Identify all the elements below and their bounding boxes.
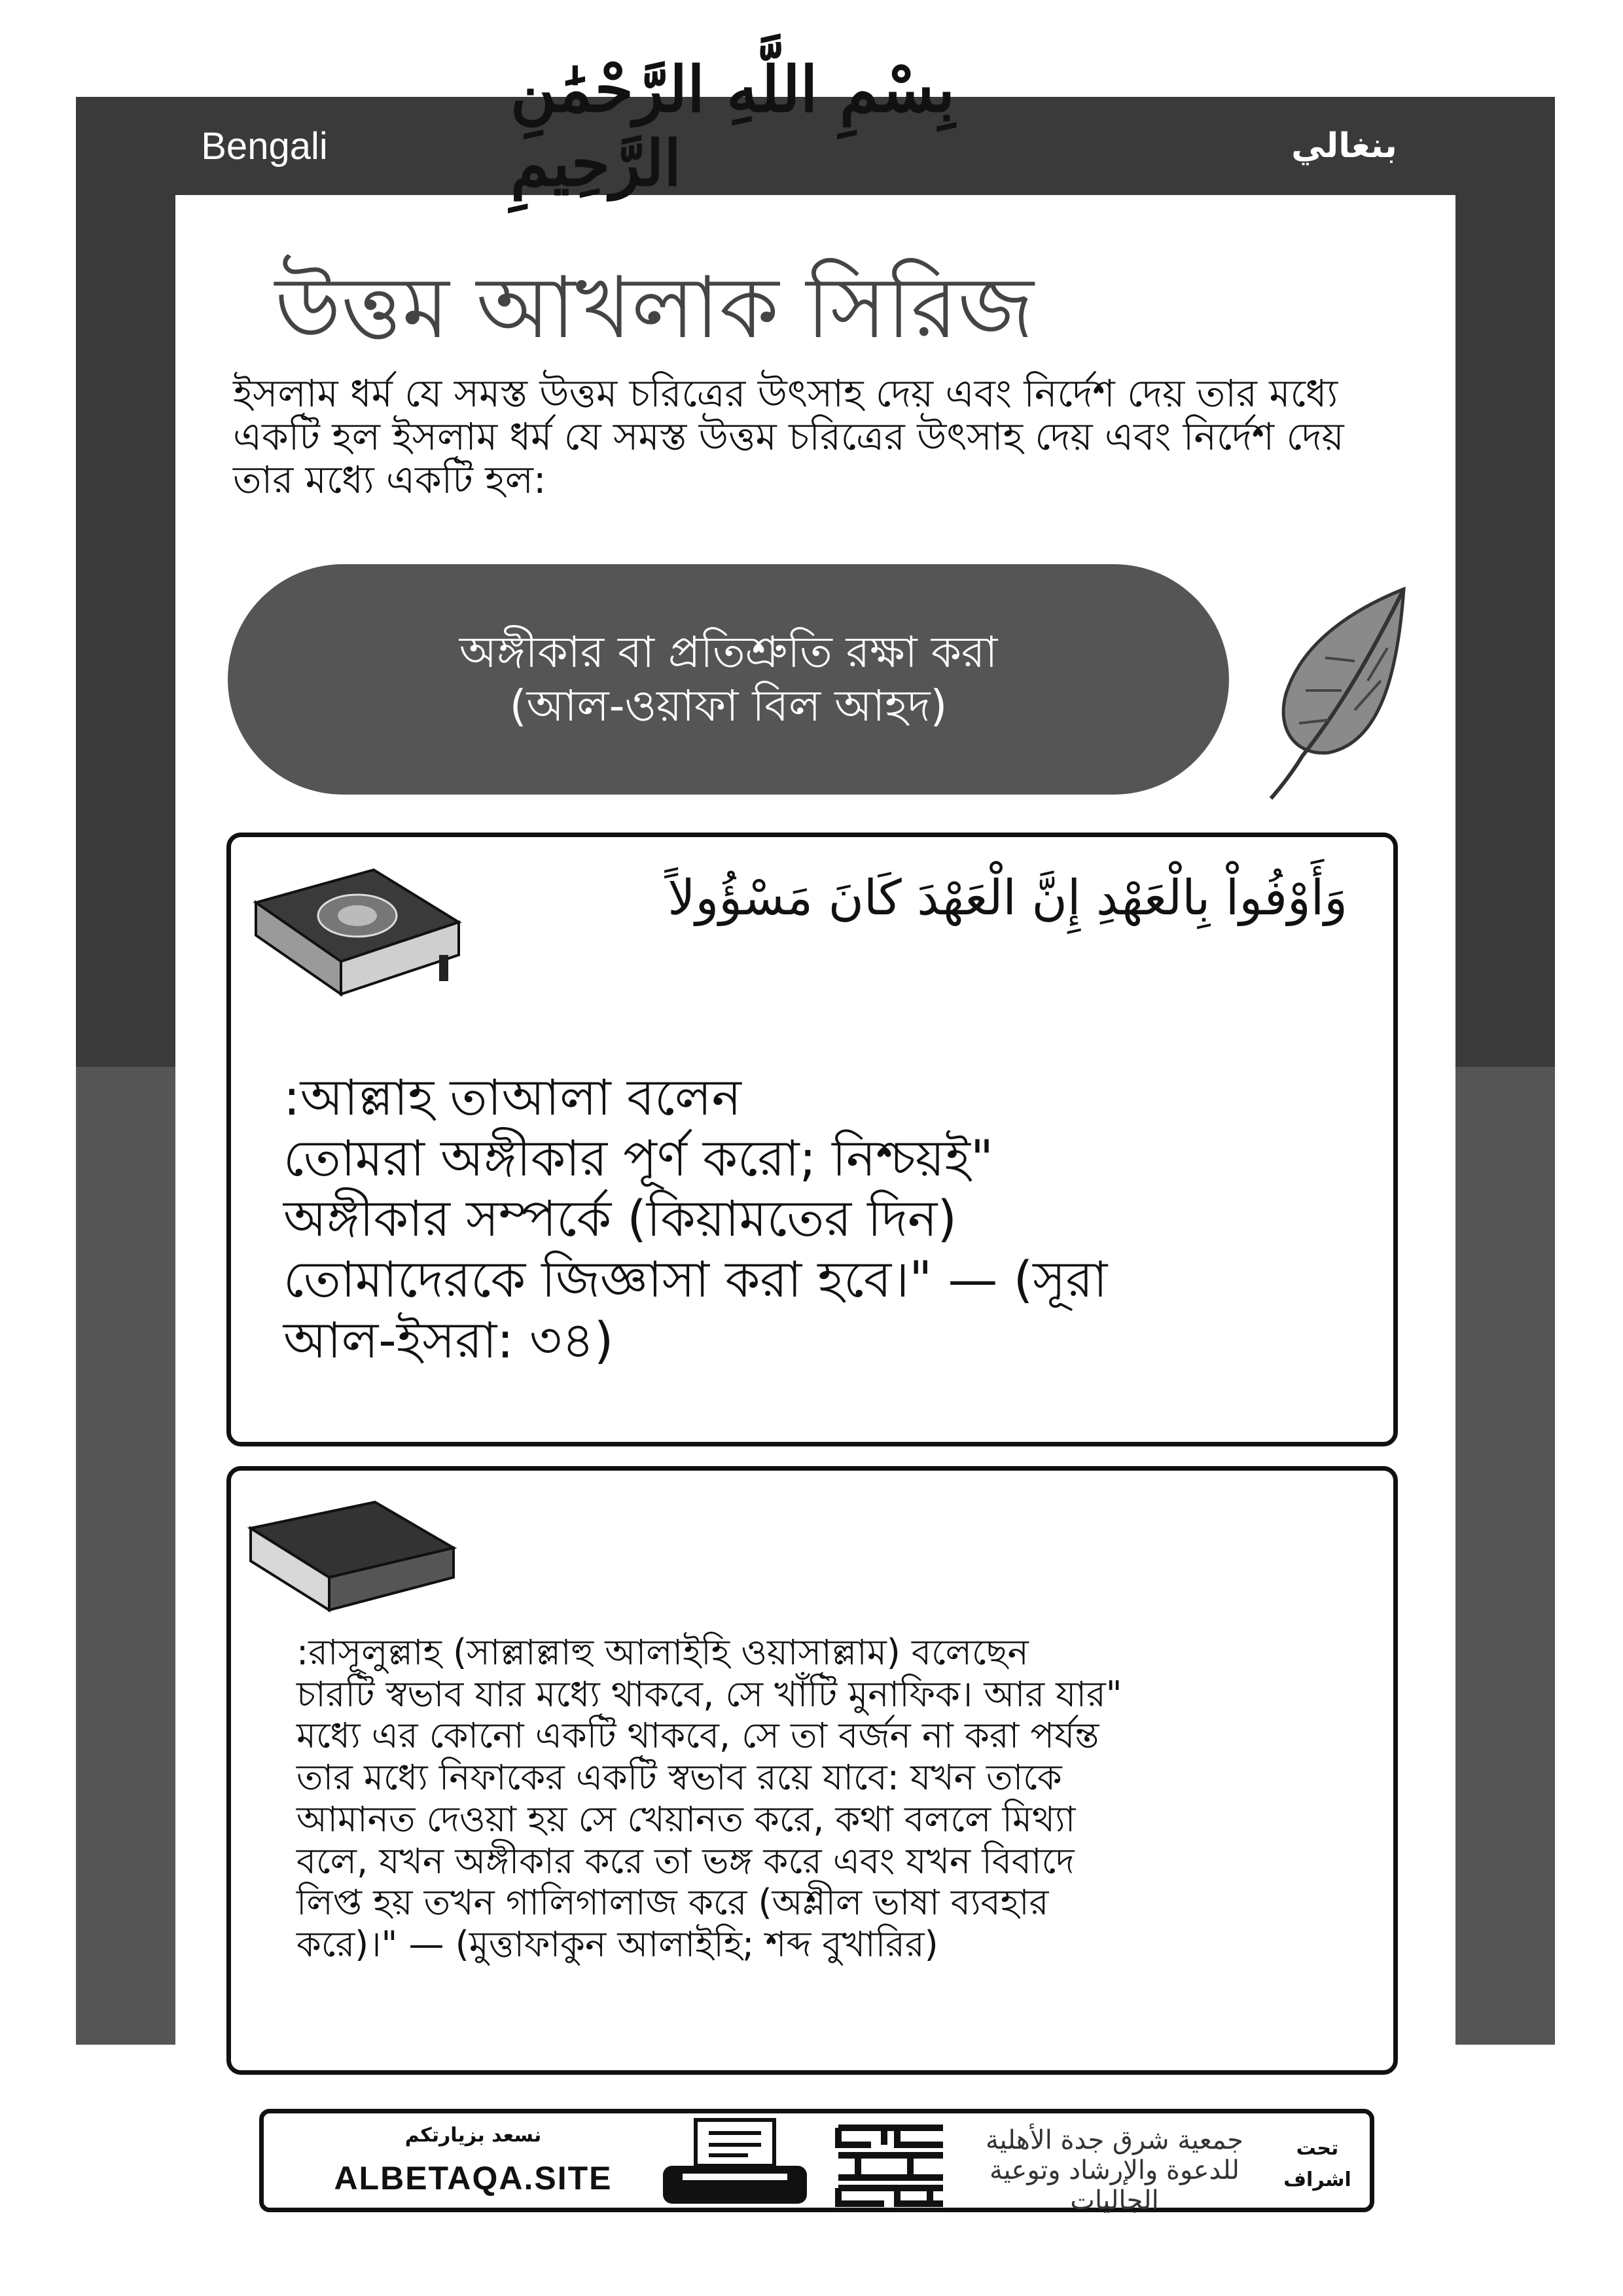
footer-site-link[interactable]: ALBETAQA.SITE xyxy=(334,2160,613,2197)
language-tag-en: Bengali xyxy=(76,97,453,195)
hadith-line-7: লিপ্ত হয় তখন গালিগালাজ করে (অশ্লীল ভাষা ব্যবহার xyxy=(296,1882,1049,1924)
topic-line-1: অঙ্গীকার বা প্রতিশ্রুতি রক্ষা করা xyxy=(459,626,998,677)
quran-line-4: তোমাদেরকে জিজ্ঞাসা করা হবে।" — (সূরা xyxy=(283,1250,1108,1309)
page-title: উত্তম আখলাক সিরিজ xyxy=(275,258,1034,357)
dawah-calligraphy-logo xyxy=(832,2119,950,2210)
hadith-line-6: বলে, যখন অঙ্গীকার করে তা ভঙ্গ করে এবং যখন বিবাদে xyxy=(296,1840,1075,1882)
quran-line-3: অঙ্গীকার সম্পর্কে (কিয়ামতের দিন) xyxy=(283,1189,957,1248)
hadith-line-8: করে)।" — (মুত্তাফাকুন আলাইহি; শব্দ বুখারির) xyxy=(296,1924,938,1965)
quran-book-icon xyxy=(243,863,465,1007)
quran-line-2: তোমরা অঙ্গীকার পূর্ণ করো; নিশ্চয়ই" xyxy=(283,1128,993,1187)
footer-welcome: نسعد بزيارتكم xyxy=(404,2124,542,2147)
footer-organization-logo: جمعية شرق جدة الأهلية للدعوة والإرشاد وتوعية الجاليات xyxy=(986,2125,1243,2215)
hadith-text xyxy=(296,1632,1370,1965)
hadith-line-2: চারটি স্বভাব যার মধ্যে থাকবে, সে খাঁটি মুনাফিক। আর যার" xyxy=(296,1673,1122,1715)
footer-supervision-line-2: اشراف xyxy=(1283,2168,1351,2191)
leaf-icon xyxy=(1257,583,1414,805)
closed-book-icon xyxy=(244,1489,460,1620)
quran-arabic-verse: وَأَوْفُواْ بِالْعَهْدِ إِنَّ الْعَهْدَ كَانَ مَسْؤُولاً xyxy=(668,870,1347,926)
quran-line-1: :আল্লাহ তাআলা বলেন xyxy=(283,1068,741,1126)
topic-line-2: (আল-ওয়াফা বিল আহদ) xyxy=(509,681,948,731)
hadith-line-5: আমানত দেওয়া হয় সে খেয়ানত করে, কথা বললে মিথ্যা xyxy=(296,1798,1076,1840)
language-tag-ar: بنغالي xyxy=(1133,97,1555,195)
hadith-line-4: তার মধ্যে নিফাকের একটি স্বভাব রয়ে যাবে: যখন তাকে xyxy=(296,1757,1062,1799)
quran-translation xyxy=(283,1067,1370,1371)
hadith-box xyxy=(226,1466,1398,2075)
hadith-line-1: :রাসূলুল্লাহ (সাল্লাল্লাহু আলাইহি ওয়াসাল্লাম) বলেছেন xyxy=(296,1632,1029,1673)
hadith-line-3: মধ্যে এর কোনো একটি থাকবে, সে তা বর্জন না করা পর্যন্ত xyxy=(296,1715,1099,1757)
basmala-calligraphy: بِسْمِ اللَّهِ الرَّحْمَٰنِ الرَّحِيمِ xyxy=(510,52,955,200)
quran-line-5: আল-ইসরা: ৩৪) xyxy=(283,1310,614,1369)
footer-supervision-line-1: تحت xyxy=(1296,2137,1339,2160)
footer-supervision-label xyxy=(1272,2133,1363,2196)
intro-paragraph: ইসলাম ধর্ম যে সমস্ত উত্তম চরিত্রের উৎসাহ দেয় এবং নির্দেশ দেয় তার মধ্যে একটি হল ইসলাম ধর্ম যে সমস্ত উত্তম চরিত্রের উৎসাহ দেয় এবং নির্দেশ দেয় তার মধ্যে একটি হল: xyxy=(233,371,1344,503)
quran-verse-box xyxy=(226,833,1398,1446)
topic-banner xyxy=(228,564,1229,795)
printer-icon[interactable] xyxy=(656,2117,813,2209)
footer-bar xyxy=(259,2109,1374,2215)
